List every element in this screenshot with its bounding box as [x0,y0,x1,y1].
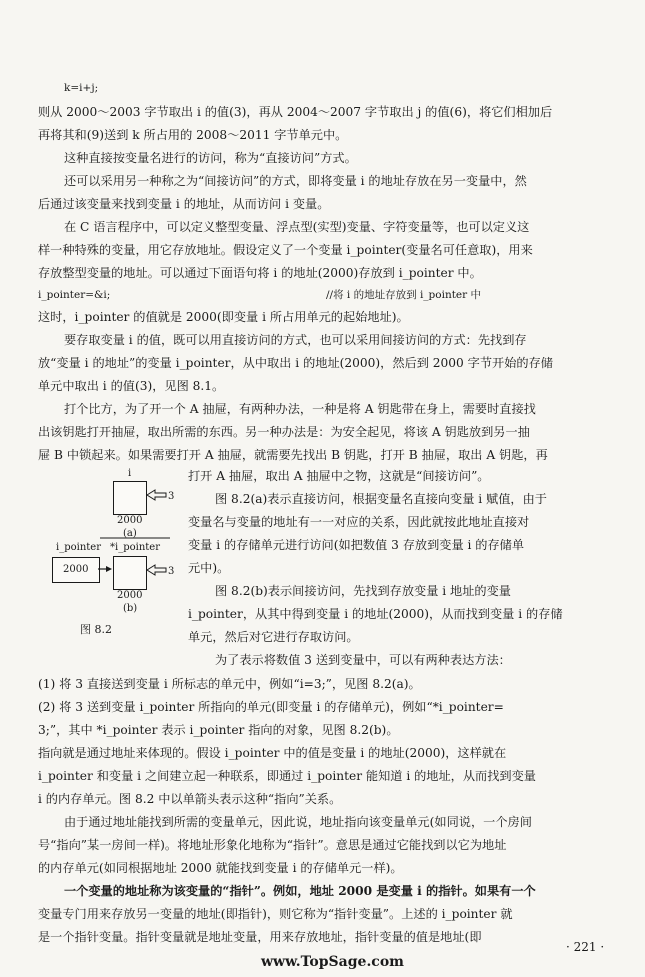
fig-title: 图 8.2 [80,623,112,636]
fig-b-caption: (b) [123,603,138,614]
paragraph-line: 出该钥匙打开抽屉，取出所需的东西。另一种办法是：为安全起见，将该 A 钥匙放到另一抽 [38,425,530,439]
paragraph-line: i_pointer 和变量 i 之间建立起一种联系，即通过 i_pointer 能知道 i 的地址，从而找到变量 [38,769,536,783]
paragraph-line: (1) 将 3 直接送到变量 i 所标志的单元中，例如“i=3;”，见图 8.2(a)。 [38,677,421,691]
paragraph-line: 指向就是通过地址来体现的。假设 i_pointer 中的值是变量 i 的地址(2000)，这样就在 [38,746,507,760]
paragraph-line: 单元，然后对它进行存取访问。 [188,630,359,644]
paragraph-line: 是一个指针变量。指针变量就是地址变量，用来存放地址，指针变量的值是地址(即 [38,930,482,944]
paragraph-line: 屉 B 中锁起来。如果需要打开 A 抽屉，就需要先找出 B 钥匙，打开 B 抽屉，取出 A 钥匙，再 [38,448,548,462]
code-statement: i_pointer=&i; [38,289,111,301]
paragraph-line: 再将其和(9)送到 k 所占用的 2008～2011 字节单元中。 [38,128,348,142]
hollow-arrow-icon [147,565,166,575]
paragraph-line: 这时，i_pointer 的值就是 2000(即变量 i 所占用单元的起始地址)。 [38,310,409,324]
paragraph-line: 变量专门用来存放另一变量的地址(即指针)，则它称为“指针变量”。上述的 i_pointer 就 [38,907,513,921]
paragraph-line: 打个比方，为了开一个 A 抽屉，有两种办法，一种是将 A 钥匙带在身上，需要时直接找 [64,402,536,416]
hollow-arrow-icon [147,490,166,500]
pointer-arrow-icon [98,566,112,572]
fig-arrows [40,470,180,600]
paragraph-line: i_pointer，从其中得到变量 i 的地址(2000)，从而找到变量 i 的存储 [188,607,563,621]
paragraph-line: 的内存单元(如同根据地址 2000 就能找到变量 i 的存储单元一样)。 [38,861,403,875]
code-line: k=i+j; [64,82,99,94]
fig-b-pointer-label: i_pointer [56,542,101,553]
paragraph-line: 存放整型变量的地址。可以通过下面语句将 i 的地址(2000)存放到 i_pointer 中。 [38,266,482,280]
paragraph-line: 样一种特殊的变量，用它存放地址。假设定义了一个变量 i_pointer(变量名可任意取)，用来 [38,243,533,257]
fig-a-var-label: i [128,468,132,479]
fig-a-caption: (a) [123,528,137,539]
fig-a-value: 3 [168,491,175,502]
fig-b-address: 2000 [117,590,143,601]
paragraph-line: 则从 2000～2003 字节取出 i 的值(3)，再从 2004～2007 字节取出 j 的值(6)，将它们相加后 [38,105,553,119]
paragraph-line: i 的内存单元。图 8.2 中以单箭头表示这种“指向”关系。 [38,792,342,806]
paragraph-line: 3;”，其中 *i_pointer 表示 i_pointer 指向的对象，见图 8.2(b)。 [38,723,399,737]
paragraph-line: 还可以采用另一种称之为“间接访问”的方式，即将变量 i 的地址存放在另一变量中，然 [64,174,527,188]
paragraph-line: 后通过该变量来找到变量 i 的地址，从而访问 i 变量。 [38,197,330,211]
footer-website: www.TopSage.com [261,954,404,970]
paragraph-line: 图 8.2(a)表示直接访问，根据变量名直接向变量 i 赋值，由于 [215,492,547,506]
paragraph-line: 为了表示将数值 3 送到变量中，可以有两种表达方法： [215,653,511,667]
code-comment: //将 i 的地址存放到 i_pointer 中 [326,289,482,301]
paragraph-line: 单元中取出 i 的值(3)，见图 8.1。 [38,379,225,393]
paragraph-line: 由于通过地址能找到所需的变量单元，因此说，地址指向该变量单元(如同说，一个房间 [64,815,532,829]
paragraph-line: 要存取变量 i 的值，既可以用直接访问的方式，也可以采用间接访问的方式：先找到存 [64,333,527,347]
paragraph-line: 图 8.2(b)表示间接访问，先找到存放变量 i 地址的变量 [215,584,511,598]
paragraph-line: (2) 将 3 送到变量 i_pointer 所指向的单元(即变量 i 的存储单元)，例如“*i_pointer= [38,700,504,714]
paragraph-line: 号“指向”某一房间一样)。将地址形象化地称为“指针”。意思是通过它能找到以它为地址 [38,838,507,852]
paragraph-line: 这种直接按变量名进行的访问，称为“直接访问”方式。 [64,151,357,165]
page-number: · 221 · [566,940,605,954]
paragraph-line: 元中)。 [188,561,230,575]
paragraph-line: 一个变量的地址称为该变量的“指针”。例如，地址 2000 是变量 i 的指针。如果有一个 [64,884,536,898]
paragraph-line: 变量 i 的存储单元进行访问(如把数值 3 存放到变量 i 的存储单 [188,538,525,552]
paragraph-line: 打开 A 抽屉，取出 A 抽屉中之物，这就是“间接访问”。 [188,469,490,483]
paragraph-line: 变量名与变量的地址有一一对应的关系，因此就按此地址直接对 [188,515,530,529]
paragraph-line: 在 C 语言程序中，可以定义整型变量、浮点型(实型)变量、字符变量等，也可以定义这 [64,220,530,234]
fig-b-target-label: *i_pointer [110,542,160,553]
fig-b-pointer-value: 2000 [63,564,89,575]
fig-b-value: 3 [168,566,175,577]
paragraph-line: 放“变量 i 的地址”的变量 i_pointer，从中取出 i 的地址(2000)，然后到 2000 字节开始的存储 [38,356,553,370]
fig-a-address: 2000 [117,515,143,526]
